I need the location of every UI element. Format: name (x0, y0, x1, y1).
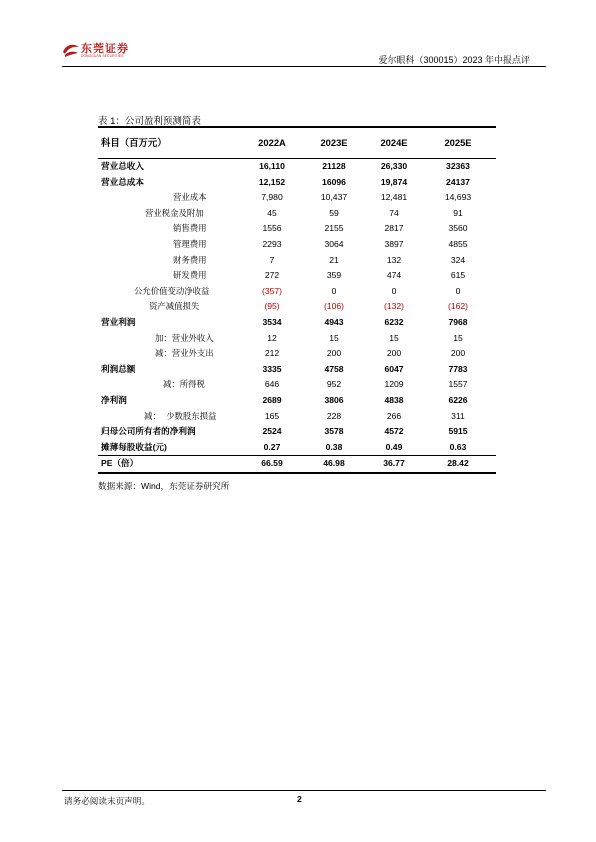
cell: 15 (389, 332, 399, 343)
cell: 7783 (448, 363, 468, 374)
cell: (106) (323, 301, 345, 312)
row-label: PE（倍） (101, 458, 139, 469)
footer-divider (62, 790, 546, 791)
cell: 6047 (384, 363, 404, 374)
cell: 165 (264, 410, 280, 421)
cell: 200 (326, 348, 342, 359)
cell: 132 (386, 254, 402, 265)
cell: 19,874 (380, 176, 408, 187)
cell: 15 (453, 332, 463, 343)
cell: 16,110 (259, 161, 285, 171)
cell: 212 (264, 348, 280, 359)
table-row (98, 440, 496, 456)
cell: 12 (267, 332, 277, 343)
row-label: 资产减值损失 (149, 301, 200, 312)
table-row (98, 377, 496, 393)
cell: 46.98 (323, 458, 345, 469)
cell: 59 (329, 207, 339, 218)
cell: 7,980 (261, 192, 283, 203)
table-row (98, 175, 496, 191)
cell: 4943 (324, 316, 344, 327)
row-label: 营业利润 (101, 316, 136, 327)
row-label: 销售费用 (173, 223, 207, 234)
cell: 2817 (384, 223, 404, 234)
table-row (98, 346, 496, 362)
row-label: 营业成本 (173, 192, 207, 203)
table-row (98, 284, 496, 300)
cell: 646 (264, 379, 280, 390)
cell: 2689 (262, 394, 282, 405)
cell: 200 (386, 348, 402, 359)
cell: 2155 (324, 223, 344, 234)
cell: 28.42 (447, 458, 469, 469)
table-row (98, 268, 496, 284)
row-label: 营业税金及附加 (145, 207, 204, 218)
cell: 3560 (448, 223, 468, 234)
cell: 0 (455, 285, 461, 296)
cell: (357) (261, 285, 283, 296)
page-number: 2 (297, 794, 302, 804)
cell: 16096 (322, 176, 346, 187)
row-label: 管理费用 (173, 238, 207, 249)
table-row (98, 206, 496, 222)
cell: 14,693 (444, 192, 472, 203)
row-label: 归母公司所有者的净利润 (101, 426, 196, 437)
cell: 4855 (448, 238, 468, 249)
cell: 4838 (384, 394, 404, 405)
cell: 359 (326, 270, 342, 281)
table-header-row (98, 128, 496, 158)
source-note: 数据来源：Wind，东莞证券研究所 (98, 481, 230, 491)
row-label: 减：所得税 (163, 379, 205, 390)
column-header-2022a: 2022A (258, 137, 286, 148)
table-row (98, 409, 496, 425)
cell: 0 (331, 285, 337, 296)
cell: 4758 (324, 363, 344, 374)
row-label: 利润总额 (101, 363, 136, 374)
cell: 66.59 (261, 458, 283, 469)
cell: 21128 (322, 161, 346, 171)
cell: 91 (453, 207, 463, 218)
cell: 272 (264, 270, 280, 281)
company-logo (62, 40, 132, 64)
table-row (98, 190, 496, 206)
cell: 0.27 (263, 441, 281, 452)
cell: 324 (450, 254, 466, 265)
cell: 0.38 (325, 441, 343, 452)
table-row (98, 456, 496, 472)
cell: 1556 (262, 223, 282, 234)
logo-emblem-icon (62, 42, 80, 58)
report-title: 爱尔眼科（300015）2023 年中报点评 (378, 55, 530, 65)
row-label: 研发费用 (173, 270, 207, 281)
footer-disclaimer: 请务必阅读末页声明。 (64, 796, 150, 806)
row-label: 加：营业外收入 (155, 332, 214, 343)
table-row (98, 393, 496, 409)
cell: 2293 (262, 238, 282, 249)
cell: 7968 (448, 316, 468, 327)
cell: 1557 (448, 379, 468, 390)
table-row (98, 237, 496, 253)
cell: 615 (450, 270, 466, 281)
column-header-2024e: 2024E (380, 137, 408, 148)
cell: 0.49 (385, 441, 403, 452)
table-row (98, 315, 496, 331)
cell: 45 (267, 207, 277, 218)
row-label: 摊薄每股收益(元) (101, 441, 167, 452)
cell: 200 (450, 348, 466, 359)
cell: 311 (451, 410, 465, 421)
cell: 3897 (384, 238, 404, 249)
cell: 1209 (384, 379, 404, 390)
cell: 228 (326, 410, 342, 421)
row-label: 净利润 (101, 394, 127, 405)
logo-subtext: DONGGUAN SECURITIES (81, 54, 124, 58)
cell: 6232 (384, 316, 404, 327)
cell: 3806 (324, 394, 344, 405)
cell: (132) (383, 301, 405, 312)
table-row (98, 424, 496, 440)
row-label: 财务费用 (173, 254, 207, 265)
header-divider (62, 66, 546, 67)
cell: 3335 (262, 363, 282, 374)
cell: 21 (329, 254, 339, 265)
cell: 474 (386, 270, 402, 281)
cell: 3534 (262, 316, 282, 327)
row-label: 营业总成本 (101, 176, 144, 187)
column-header-item: 科目（百万元） (101, 137, 167, 148)
row-label: 营业总收入 (101, 161, 144, 171)
table-row (98, 331, 496, 347)
cell: 0 (391, 285, 397, 296)
table-row (98, 253, 496, 269)
cell: 952 (326, 379, 342, 390)
column-header-2025e: 2025E (444, 137, 472, 148)
cell: 4572 (384, 426, 404, 437)
cell: 15 (329, 332, 339, 343)
cell: 32363 (446, 161, 470, 171)
cell: 0.63 (449, 441, 467, 452)
cell: 24137 (446, 176, 470, 187)
row-label: 减： 少数股东损益 (144, 410, 217, 421)
table-row (98, 159, 496, 175)
cell: 12,152 (258, 176, 286, 187)
table-caption: 表 1：公司盈利预测简表 (98, 116, 201, 127)
row-label: 公允价值变动净收益 (134, 285, 210, 296)
cell: 5915 (448, 426, 468, 437)
cell: 7 (269, 254, 275, 265)
cell: 3578 (324, 426, 344, 437)
cell: 26,330 (380, 161, 408, 171)
cell: (95) (264, 301, 280, 312)
cell: 36.77 (383, 458, 405, 469)
cell: 3064 (324, 238, 344, 249)
table-row (98, 362, 496, 378)
row-label: 减：营业外支出 (155, 348, 214, 359)
column-header-2023e: 2023E (320, 137, 348, 148)
cell: (162) (447, 301, 469, 312)
table-row (98, 299, 496, 315)
cell: 10,437 (320, 192, 348, 203)
profit-forecast-table (98, 126, 496, 474)
cell: 266 (386, 410, 402, 421)
table-bottom-rule (98, 472, 496, 474)
table-row (98, 221, 496, 237)
logo-text: 东莞证券 (81, 42, 129, 55)
cell: 74 (389, 207, 399, 218)
cell: 12,481 (380, 192, 408, 203)
cell: 2524 (262, 426, 282, 437)
cell: 6226 (448, 394, 468, 405)
